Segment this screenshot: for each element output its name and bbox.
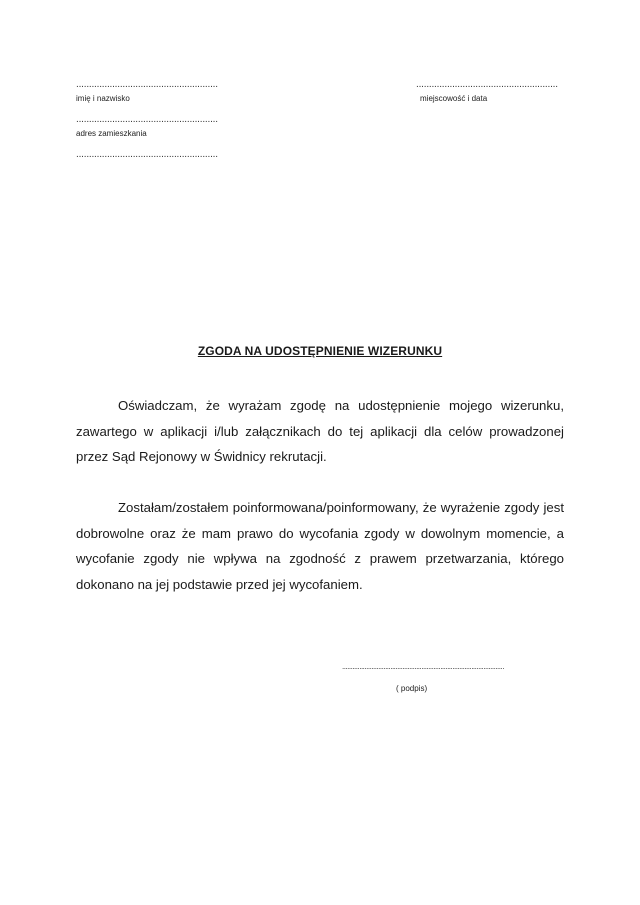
document-title: ZGODA NA UDOSTĘPNIENIE WIZERUNKU (197, 344, 443, 358)
information-paragraph: Zostałam/zostałem poinformowana/poinformowany, że wyrażenie zgody jest dobrowolne oraz że mam prawo do wycofania zgody w dowolnym momencie, a wycofanie zgody nie wpływa na zgodność z prawem przetwarzania, którego dokonano na jej podstawie przed jej wycofaniem. (76, 500, 564, 592)
signature-dotted-line: .............................................................................................. (342, 662, 504, 671)
address-dotted-line: ....................................................... (76, 115, 218, 125)
address-dotted-line-2: ....................................................... (76, 150, 218, 160)
address-label: adres zamieszkania (76, 129, 147, 138)
consent-paragraph: Oświadczam, że wyrażam zgodę na udostępnienie mojego wizerunku, zawartego w aplikacji i/lub załącznikach do tej aplikacji dla celów prowadzonej przez Sąd Rejonowy w Świdnicy rekrutacji. (76, 398, 564, 464)
place-date-label: miejscowość i data (420, 94, 488, 103)
name-label: imię i nazwisko (76, 94, 130, 103)
name-dotted-line: ....................................................... (76, 80, 218, 90)
signature-label: ( podpis) (396, 684, 428, 693)
place-date-dotted-line: ....................................................... (416, 80, 558, 90)
